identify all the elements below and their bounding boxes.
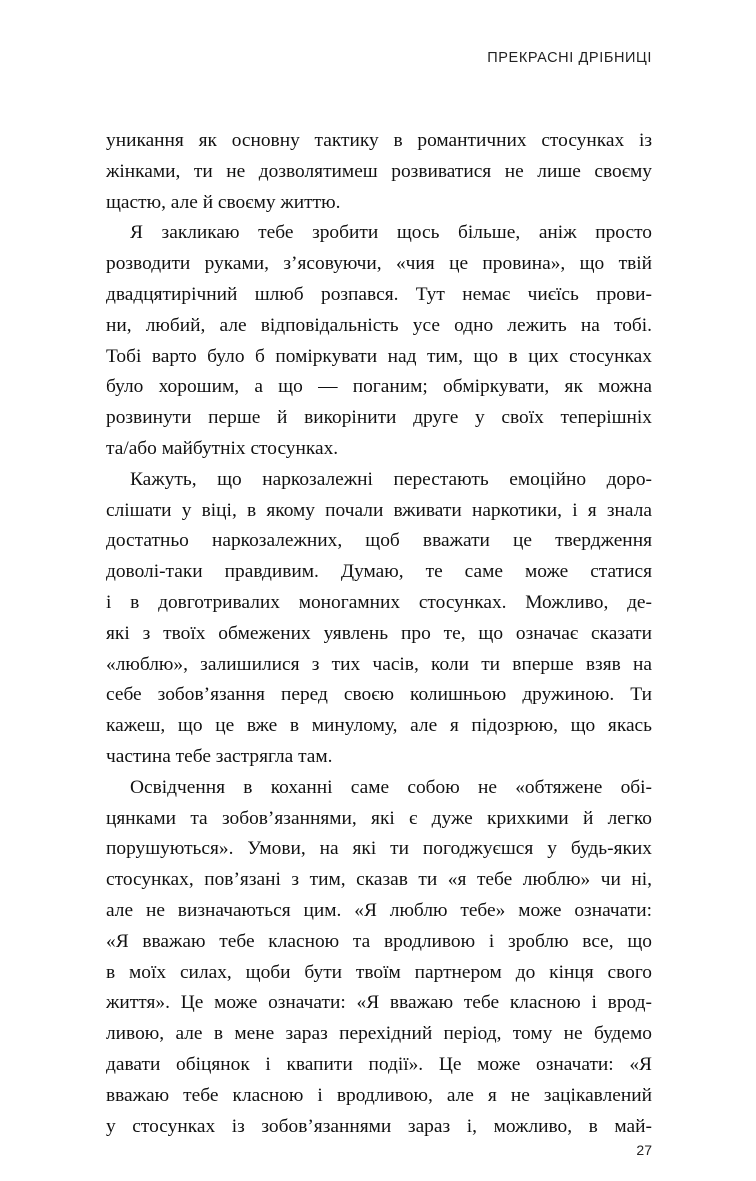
text-line: «люблю», залишилися з тих часів, коли ти вперше взяв на bbox=[106, 653, 652, 675]
text-line: вважаю тебе класною і вродливою, але я не зацікавлений bbox=[106, 1084, 652, 1106]
text-line: стосунках, пов’язані з тим, сказав ти «я тебе люблю» чи ні, bbox=[106, 869, 652, 891]
text-line: Тобі варто було б поміркувати над тим, що в цих стосунках bbox=[106, 345, 652, 367]
text-line: частина тебе застрягла там. bbox=[106, 745, 333, 767]
text-line: порушуються». Умови, на які ти погоджуєшся у будь-яких bbox=[106, 838, 652, 860]
text-line: розвинути перше й викорінити друге у своїх теперішніх bbox=[106, 407, 652, 429]
text-line: Кажуть, що наркозалежні перестають емоційно доро- bbox=[130, 468, 652, 490]
text-line: які з твоїх обмежених уявлень про те, що означає сказати bbox=[106, 622, 652, 644]
text-line: в моїх силах, щоби бути твоїм партнером до кінця свого bbox=[106, 961, 652, 983]
text-line: себе зобов’язання перед своєю колишньою дружиною. Ти bbox=[106, 684, 652, 706]
text-line: слішати у віці, в якому почали вживати наркотики, і я знала bbox=[106, 499, 652, 521]
text-line: у стосунках із зобов’язаннями зараз і, можливо, в май- bbox=[106, 1115, 652, 1137]
running-head: ПРЕКРАСНІ ДРІБНИЦІ bbox=[487, 50, 652, 66]
text-line: ни, любий, але відповідальність усе одно лежить на тобі. bbox=[106, 314, 652, 336]
text-line: «Я вважаю тебе класною та вродливою і зроблю все, що bbox=[106, 930, 652, 952]
text-line: уникання як основну тактику в романтичних стосунках із bbox=[106, 130, 652, 151]
text-line: розводити руками, з’ясовуючи, «чия це провина», що твій bbox=[106, 253, 652, 275]
text-line: Я закликаю тебе зробити щось більше, аніж просто bbox=[130, 222, 652, 244]
text-line: кажеш, що це вже в минулому, але я підозрюю, що якась bbox=[106, 715, 652, 737]
page-number: 27 bbox=[636, 1142, 652, 1158]
text-line: щастю, але й своєму життю. bbox=[106, 191, 341, 213]
text-line: ливою, але в мене зараз перехідний період, тому не будемо bbox=[106, 1023, 652, 1045]
text-line: цянками та зобов’язаннями, які є дуже крихкими й легко bbox=[106, 807, 652, 829]
body-text bbox=[106, 126, 652, 1142]
text-line: життя». Це може означати: «Я вважаю тебе класною і врод- bbox=[106, 992, 652, 1014]
text-line: доволі-таки правдивим. Думаю, те саме може статися bbox=[106, 561, 652, 583]
text-line: і в довготривалих моногамних стосунках. Можливо, де- bbox=[106, 591, 652, 613]
text-line: достатньо наркозалежних, щоб вважати це твердження bbox=[106, 530, 652, 552]
text-line: але не визначаються цим. «Я люблю тебе» може означати: bbox=[106, 899, 652, 921]
text-line: двадцятирічний шлюб розпався. Тут немає чиєїсь прови- bbox=[106, 283, 652, 305]
text-line: давати обіцянок і квапити події». Це може означати: «Я bbox=[106, 1053, 652, 1075]
text-line: та/або майбутніх стосунках. bbox=[106, 437, 339, 459]
text-line: було хорошим, а що — поганим; обміркувати, як можна bbox=[106, 376, 652, 398]
text-line: жінками, ти не дозволятимеш розвиватися не лише своєму bbox=[106, 160, 652, 182]
text-line: Освідчення в коханні саме собою не «обтяжене обі- bbox=[130, 776, 652, 798]
